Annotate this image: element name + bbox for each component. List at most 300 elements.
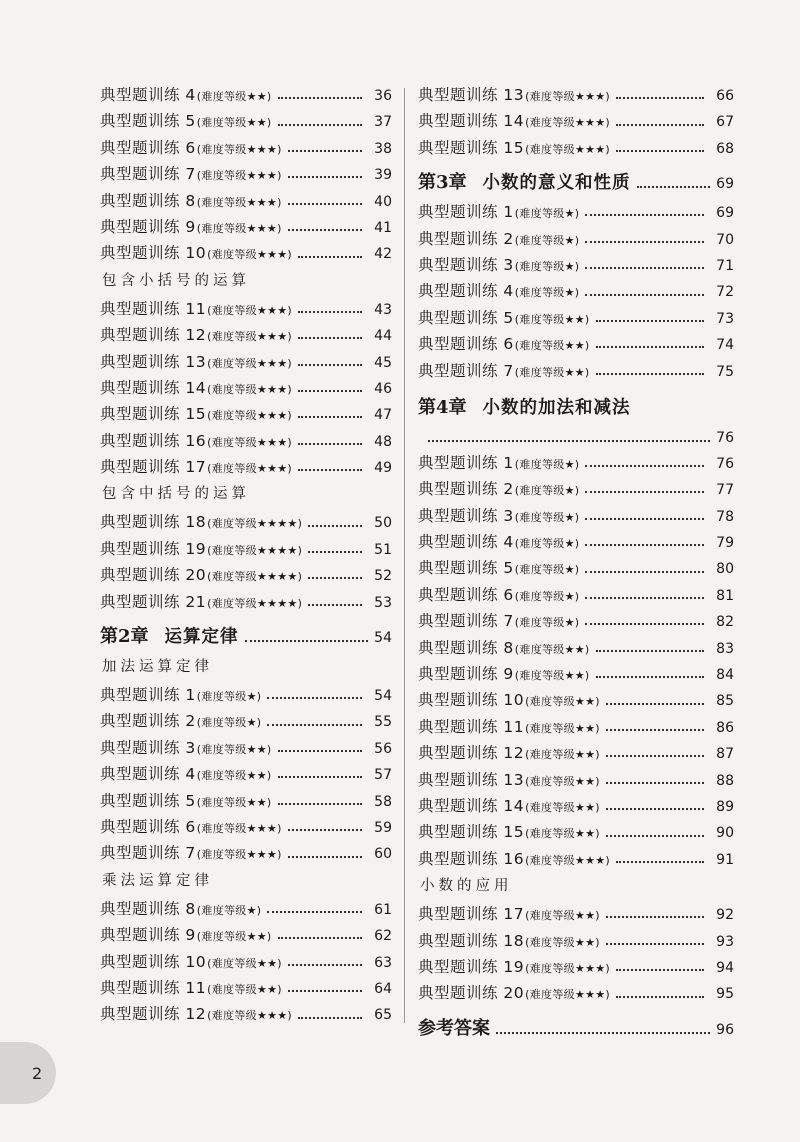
entry-page-number: 64 — [374, 980, 392, 997]
dot-leader — [298, 311, 362, 313]
toc-entry[interactable] — [100, 814, 392, 840]
toc-entry[interactable] — [100, 296, 392, 322]
entry-page-number: 62 — [374, 928, 392, 945]
dot-leader — [308, 525, 362, 527]
chapter-page-number: 54 — [374, 630, 392, 647]
dot-leader — [585, 518, 704, 520]
entry-page-number: 85 — [716, 693, 734, 710]
dot-leader — [616, 124, 704, 126]
page-number-tab — [0, 1042, 56, 1104]
entry-page-number: 87 — [716, 746, 734, 763]
entry-page-number: 80 — [716, 561, 734, 578]
toc-entry[interactable] — [100, 949, 392, 975]
entry-page-number: 52 — [374, 568, 392, 585]
dot-leader — [606, 782, 704, 784]
toc-entry[interactable] — [100, 1001, 392, 1027]
chapter-title: 运算定律 — [164, 627, 239, 648]
entry-page-number: 71 — [716, 257, 734, 274]
toc-entry[interactable] — [418, 846, 734, 872]
entry-difficulty: (难度等级★★★) — [207, 382, 293, 396]
entry-difficulty: (难度等级★) — [196, 690, 262, 704]
dot-leader — [606, 835, 704, 837]
chapter-page-number: 76 — [716, 429, 734, 446]
entry-title: 典型题训练 10 — [418, 691, 525, 710]
entry-difficulty: (难度等级★★★★) — [207, 517, 303, 531]
entry-title: 典型题训练 14 — [100, 378, 207, 397]
entry-title: 典型题训练 14 — [418, 796, 525, 815]
dot-leader — [596, 676, 704, 678]
toc-entry[interactable] — [418, 82, 734, 108]
dot-leader — [585, 465, 704, 467]
entry-difficulty: (难度等级★) — [514, 537, 580, 551]
entry-page-number: 44 — [374, 328, 392, 345]
toc-entry[interactable] — [418, 305, 734, 331]
dot-leader — [616, 150, 704, 152]
chapter-number: 第4章 — [418, 396, 467, 418]
entry-difficulty: (难度等级★★★) — [525, 116, 611, 130]
entry-title: 典型题训练 19 — [418, 957, 525, 976]
toc-entry[interactable] — [100, 975, 392, 1001]
toc-entry[interactable] — [418, 954, 734, 980]
entry-title: 典型题训练 11 — [100, 299, 207, 318]
chapter-title: 小数的意义和性质 — [482, 173, 631, 194]
entry-title: 典型题训练 2 — [418, 480, 514, 499]
entry-difficulty: (难度等级★★★) — [196, 821, 282, 835]
toc-entry[interactable] — [100, 401, 392, 427]
entry-page-number: 68 — [716, 140, 734, 157]
entry-difficulty: (难度等级★★) — [514, 365, 590, 379]
dot-leader — [288, 856, 362, 858]
dot-leader — [585, 597, 704, 599]
entry-difficulty: (难度等级★) — [514, 589, 580, 603]
toc-entry[interactable] — [418, 358, 734, 384]
toc-entry[interactable] — [100, 214, 392, 240]
entry-difficulty: (难度等级★★) — [525, 935, 600, 949]
entry-page-number: 47 — [374, 407, 392, 424]
entry-page-number: 57 — [374, 767, 392, 784]
toc-entry[interactable] — [100, 108, 392, 134]
entry-page-number: 51 — [374, 541, 392, 558]
entry-difficulty: (难度等级★★) — [525, 695, 600, 709]
entry-difficulty: (难度等级★★★) — [207, 330, 293, 344]
toc-entry[interactable] — [418, 608, 734, 634]
toc-entry[interactable] — [100, 240, 392, 266]
entry-page-number: 90 — [716, 825, 734, 842]
chapter-heading[interactable] — [100, 621, 392, 653]
entry-difficulty: (难度等级★★) — [196, 90, 272, 103]
toc-entry[interactable] — [100, 589, 392, 615]
entry-difficulty: (难度等级★) — [514, 457, 580, 471]
entry-page-number: 48 — [374, 433, 392, 450]
entry-title: 典型题训练 12 — [100, 326, 207, 345]
entry-page-number: 58 — [374, 793, 392, 810]
toc-entry[interactable] — [418, 278, 734, 304]
entry-difficulty: (难度等级★) — [514, 207, 580, 221]
dot-leader — [428, 440, 710, 442]
toc-entry[interactable] — [100, 349, 392, 375]
entry-difficulty: (难度等级★★★) — [525, 988, 611, 1002]
chapter-heading[interactable] — [418, 1013, 734, 1045]
entry-page-number: 36 — [374, 88, 392, 104]
entry-title: 典型题训练 13 — [418, 770, 525, 789]
dot-leader — [585, 544, 704, 546]
toc-entry[interactable] — [418, 901, 734, 927]
entry-difficulty: (难度等级★) — [196, 903, 262, 917]
entry-page-number: 66 — [716, 88, 734, 104]
entry-title: 典型题训练 4 — [418, 282, 514, 301]
dot-leader — [585, 241, 704, 243]
toc-entry[interactable] — [100, 428, 392, 454]
entry-page-number: 43 — [374, 301, 392, 318]
entry-difficulty: (难度等级★★) — [196, 795, 272, 809]
entry-title: 典型题训练 4 — [100, 86, 196, 104]
dot-leader — [288, 964, 362, 966]
dot-leader — [585, 294, 704, 296]
toc-entry[interactable] — [418, 199, 734, 225]
toc-entry[interactable] — [418, 980, 734, 1006]
entry-title: 典型题训练 4 — [418, 533, 514, 552]
dot-leader — [596, 373, 704, 375]
entry-page-number: 77 — [716, 482, 734, 499]
entry-difficulty: (难度等级★★★) — [196, 169, 282, 183]
entry-page-number: 82 — [716, 614, 734, 631]
chapter-title: 小数的加法和减法 — [482, 397, 631, 418]
entry-title: 典型题训练 6 — [418, 585, 514, 604]
section-heading: 小数的应用 — [420, 878, 513, 895]
entry-page-number: 76 — [716, 455, 734, 472]
entry-title: 典型题训练 5 — [418, 308, 514, 327]
toc-entry[interactable] — [100, 922, 392, 948]
dot-leader — [288, 229, 362, 231]
entry-difficulty: (难度等级★★) — [514, 312, 590, 326]
toc-entry[interactable] — [418, 450, 734, 476]
entry-difficulty: (难度等级★★★) — [196, 195, 282, 209]
entry-title: 典型题训练 9 — [100, 926, 196, 945]
dot-leader — [298, 390, 362, 392]
entry-page-number: 93 — [716, 933, 734, 950]
entry-title: 典型题训练 5 — [418, 559, 514, 578]
toc-entry[interactable] — [100, 735, 392, 761]
entry-difficulty: (难度等级★★★) — [207, 1009, 293, 1023]
entry-title: 典型题训练 15 — [100, 405, 207, 424]
entry-difficulty: (难度等级★★) — [525, 721, 600, 735]
toc-entry[interactable] — [418, 582, 734, 608]
toc-entry[interactable] — [100, 161, 392, 187]
column-divider — [404, 88, 405, 1023]
entry-title: 典型题训练 21 — [100, 592, 207, 611]
entry-title: 典型题训练 13 — [418, 86, 525, 104]
entry-page-number: 94 — [716, 959, 734, 976]
toc-entry[interactable] — [100, 135, 392, 161]
entry-title: 典型题训练 20 — [100, 566, 207, 585]
toc-entry[interactable] — [418, 476, 734, 502]
page-number: 2 — [32, 1063, 43, 1083]
dot-leader — [267, 911, 362, 913]
entry-title: 典型题训练 15 — [418, 138, 525, 157]
entry-title: 典型题训练 5 — [100, 112, 196, 131]
toc-left-column — [100, 82, 392, 1028]
entry-title: 典型题训练 8 — [418, 638, 514, 657]
dot-leader — [585, 571, 704, 573]
entry-difficulty: (难度等级★★) — [525, 827, 600, 841]
dot-leader — [278, 124, 362, 126]
toc-entry[interactable] — [100, 840, 392, 866]
entry-title: 典型题训练 8 — [100, 899, 196, 918]
entry-page-number: 50 — [374, 515, 392, 532]
toc-right-column — [418, 82, 734, 1045]
dot-leader — [298, 469, 362, 471]
entry-title: 典型题训练 3 — [100, 738, 196, 757]
entry-title: 典型题训练 20 — [418, 984, 525, 1003]
toc-entry[interactable] — [100, 708, 392, 734]
toc-entry[interactable] — [100, 788, 392, 814]
toc-entry[interactable] — [418, 135, 734, 161]
entry-title: 典型题训练 10 — [100, 952, 207, 971]
entry-difficulty: (难度等级★★★) — [525, 853, 611, 867]
entry-difficulty: (难度等级★★) — [525, 748, 600, 762]
entry-title: 典型题训练 18 — [100, 513, 207, 532]
entry-difficulty: (难度等级★) — [514, 286, 580, 300]
dot-leader — [616, 97, 704, 99]
chapter-leader-row[interactable] — [418, 426, 734, 450]
toc-entry[interactable] — [418, 108, 734, 134]
entry-difficulty: (难度等级★★) — [525, 909, 600, 923]
entry-difficulty: (难度等级★★★) — [207, 409, 293, 423]
entry-page-number: 67 — [716, 114, 734, 131]
entry-title: 典型题训练 19 — [100, 539, 207, 558]
entry-difficulty: (难度等级★★★) — [207, 248, 293, 262]
entry-title: 典型题训练 1 — [418, 203, 514, 222]
entry-title: 典型题训练 9 — [418, 665, 514, 684]
toc-entry[interactable] — [100, 896, 392, 922]
dot-leader — [288, 990, 362, 992]
toc-entry[interactable] — [418, 331, 734, 357]
entry-difficulty: (难度等级★) — [514, 563, 580, 577]
toc-entry[interactable] — [418, 714, 734, 740]
toc-entry[interactable] — [100, 454, 392, 480]
entry-difficulty: (难度等级★★) — [196, 742, 272, 756]
dot-leader — [606, 808, 704, 810]
chapter-page-number: 69 — [716, 176, 734, 193]
dot-leader — [288, 203, 362, 205]
entry-title: 典型题训练 10 — [100, 244, 207, 263]
dot-leader — [298, 364, 362, 366]
entry-difficulty: (难度等级★★★) — [196, 221, 282, 235]
dot-leader — [245, 640, 369, 642]
entry-difficulty: (难度等级★★) — [207, 982, 282, 996]
entry-title: 典型题训练 7 — [100, 844, 196, 863]
entry-title: 典型题训练 7 — [100, 165, 196, 184]
entry-title: 典型题训练 2 — [418, 229, 514, 248]
entry-title: 典型题训练 15 — [418, 823, 525, 842]
entry-title: 典型题训练 6 — [100, 138, 196, 157]
entry-difficulty: (难度等级★★★) — [207, 462, 293, 476]
toc-entry[interactable] — [100, 188, 392, 214]
dot-leader — [585, 267, 704, 269]
entry-title: 典型题训练 4 — [100, 765, 196, 784]
entry-title: 典型题训练 6 — [418, 335, 514, 354]
dot-leader — [596, 320, 704, 322]
section-heading: 包含中括号的运算 — [102, 486, 250, 503]
dot-leader — [278, 937, 362, 939]
dot-leader — [606, 729, 704, 731]
entry-difficulty: (难度等级★★) — [196, 769, 272, 783]
entry-page-number: 72 — [716, 284, 734, 301]
entry-difficulty: (难度等级★★) — [196, 930, 272, 944]
entry-page-number: 79 — [716, 535, 734, 552]
entry-page-number: 55 — [374, 714, 392, 731]
entry-title: 典型题训练 11 — [100, 978, 207, 997]
entry-difficulty: (难度等级★★) — [207, 956, 282, 970]
chapter-heading[interactable] — [418, 390, 734, 426]
dot-leader — [616, 996, 704, 998]
section-heading: 加法运算定律 — [102, 659, 213, 676]
entry-page-number: 60 — [374, 846, 392, 863]
toc-entry[interactable] — [418, 740, 734, 766]
entry-page-number: 75 — [716, 363, 734, 380]
entry-difficulty: (难度等级★★) — [514, 669, 590, 683]
dot-leader — [585, 623, 704, 625]
entry-title: 典型题训练 7 — [418, 361, 514, 380]
entry-page-number: 92 — [716, 907, 734, 924]
dot-leader — [298, 443, 362, 445]
chapter-number: 第3章 — [418, 172, 467, 194]
entry-page-number: 91 — [716, 851, 734, 868]
entry-difficulty: (难度等级★★★) — [525, 142, 611, 156]
entry-title: 典型题训练 12 — [418, 744, 525, 763]
entry-difficulty: (难度等级★) — [196, 716, 262, 730]
entry-difficulty: (难度等级★★) — [196, 116, 272, 130]
dot-leader — [267, 724, 362, 726]
entry-page-number: 83 — [716, 640, 734, 657]
entry-page-number: 65 — [374, 1007, 392, 1024]
entry-title: 典型题训练 1 — [418, 453, 514, 472]
toc-entry[interactable] — [418, 687, 734, 713]
dot-leader — [278, 803, 362, 805]
entry-difficulty: (难度等级★★★) — [207, 356, 293, 370]
entry-page-number: 56 — [374, 740, 392, 757]
entry-difficulty: (难度等级★★) — [514, 339, 590, 353]
entry-title: 典型题训练 3 — [418, 506, 514, 525]
toc-entry[interactable] — [100, 322, 392, 348]
entry-title: 典型题训练 13 — [100, 352, 207, 371]
toc-entry[interactable] — [100, 562, 392, 588]
toc-entry[interactable] — [100, 509, 392, 535]
entry-difficulty: (难度等级★) — [514, 510, 580, 524]
entry-page-number: 86 — [716, 719, 734, 736]
dot-leader — [298, 256, 362, 258]
toc-entry[interactable] — [418, 252, 734, 278]
entry-page-number: 63 — [374, 954, 392, 971]
entry-title: 典型题训练 12 — [100, 1005, 207, 1024]
chapter-heading[interactable] — [418, 167, 734, 199]
entry-title: 典型题训练 1 — [100, 686, 196, 705]
dot-leader — [616, 861, 704, 863]
entry-difficulty: (难度等级★) — [514, 233, 580, 247]
dot-leader — [288, 829, 362, 831]
entry-difficulty: (难度等级★★★★) — [207, 543, 303, 557]
toc-entry[interactable] — [418, 819, 734, 845]
dot-leader — [308, 604, 362, 606]
entry-difficulty: (难度等级★★★) — [207, 435, 293, 449]
dot-leader — [288, 150, 362, 152]
entry-page-number: 95 — [716, 986, 734, 1003]
dot-leader — [308, 577, 362, 579]
entry-difficulty: (难度等级★★) — [525, 774, 600, 788]
toc-entry[interactable] — [100, 682, 392, 708]
entry-title: 典型题训练 9 — [100, 217, 196, 236]
entry-page-number: 49 — [374, 460, 392, 477]
entry-difficulty: (难度等级★) — [514, 484, 580, 498]
entry-title: 典型题训练 7 — [418, 612, 514, 631]
dot-leader — [616, 969, 704, 971]
entry-difficulty: (难度等级★★★★) — [207, 596, 303, 610]
entry-title: 典型题训练 14 — [418, 112, 525, 131]
entry-title: 典型题训练 16 — [418, 849, 525, 868]
entry-difficulty: (难度等级★★★) — [196, 848, 282, 862]
dot-leader — [606, 943, 704, 945]
entry-page-number: 70 — [716, 231, 734, 248]
entry-difficulty: (难度等级★★★) — [525, 90, 611, 103]
entry-difficulty: (难度等级★★★★) — [207, 570, 303, 584]
toc-entry[interactable] — [418, 529, 734, 555]
entry-difficulty: (难度等级★★★) — [207, 303, 293, 317]
entry-page-number: 37 — [374, 114, 392, 131]
toc-entry[interactable] — [418, 793, 734, 819]
chapter-number: 第2章 — [100, 626, 149, 648]
dot-leader — [606, 916, 704, 918]
section-heading: 包含小括号的运算 — [102, 272, 250, 289]
toc-entry[interactable] — [418, 226, 734, 252]
dot-leader — [278, 750, 362, 752]
chapter-page-number: 96 — [716, 1021, 734, 1038]
toc-entry[interactable] — [418, 555, 734, 581]
dot-leader — [496, 1032, 710, 1034]
entry-title: 典型题训练 11 — [418, 717, 525, 736]
entry-title: 典型题训练 16 — [100, 431, 207, 450]
dot-leader — [278, 97, 362, 99]
entry-page-number: 59 — [374, 819, 392, 836]
toc-entry[interactable] — [418, 928, 734, 954]
entry-page-number: 81 — [716, 587, 734, 604]
entry-page-number: 61 — [374, 901, 392, 918]
toc-entry[interactable] — [418, 503, 734, 529]
entry-page-number: 88 — [716, 772, 734, 789]
entry-title: 典型题训练 3 — [418, 255, 514, 274]
toc-entry[interactable] — [100, 375, 392, 401]
entry-page-number: 39 — [374, 167, 392, 184]
entry-page-number: 73 — [716, 310, 734, 327]
toc-entry[interactable] — [100, 82, 392, 108]
entry-difficulty: (难度等级★★★) — [196, 142, 282, 156]
toc-entry[interactable] — [100, 536, 392, 562]
toc-entry[interactable] — [418, 635, 734, 661]
entry-page-number: 78 — [716, 508, 734, 525]
entry-page-number: 45 — [374, 354, 392, 371]
entry-difficulty: (难度等级★★★) — [525, 961, 611, 975]
dot-leader — [596, 346, 704, 348]
toc-entry[interactable] — [100, 761, 392, 787]
entry-difficulty: (难度等级★★) — [514, 642, 590, 656]
entry-title: 典型题训练 6 — [100, 817, 196, 836]
dot-leader — [596, 650, 704, 652]
entry-difficulty: (难度等级★) — [514, 259, 580, 273]
dot-leader — [585, 491, 704, 493]
entry-title: 典型题训练 17 — [418, 905, 525, 924]
toc-entry[interactable] — [418, 767, 734, 793]
entry-difficulty: (难度等级★) — [514, 616, 580, 630]
toc-entry[interactable] — [418, 661, 734, 687]
